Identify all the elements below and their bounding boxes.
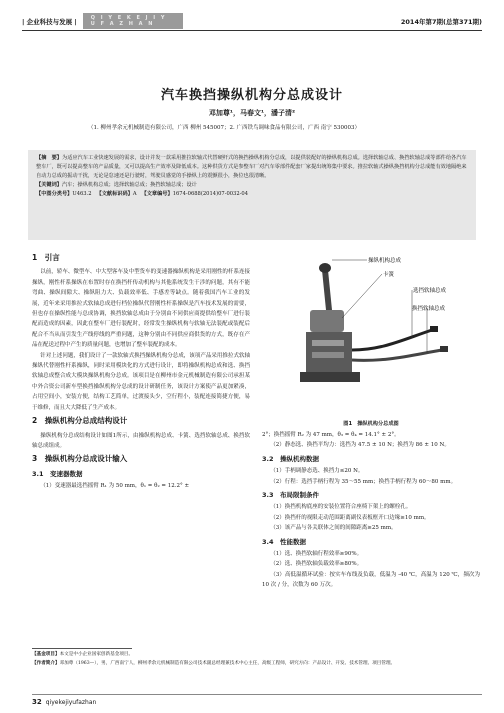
paragraph: （3）该产品与各关联体之间的间隙距离≥25 mm。 [270, 525, 397, 532]
abstract-text: 为适应汽车工业快速发展的需求，设计并发一款采用推拉软轴式代替硬杆式的换挡操纵机构分总成，以提供装配好的操纵机构总成。选择软轴总成、换挡软轴总成等部件给各汽车整车厂，既可以提高整车的产品质量，又可以提高生产效率及降低成本。这种供货方式是参整车厂对汽车零部件配套厂家提出统筹集中要求。推拉软轴式操纵换挡机构分总成能有效地隔绝来自动力总成的振动干扰，无论是怠速还是行驶时，驾驶员感觉的手操纵上的震颤很小，换位也很清晰。 [36, 155, 467, 179]
paragraph: （2）行程：选挡手柄行程为 35～55 mm；换挡手柄行程为 60～80 mm。 [270, 478, 457, 485]
footnotes [32, 651, 474, 668]
gearshift-assembly-illustration [262, 250, 480, 422]
paragraph: （2）换挡杆的视限走动范围距离副仪表板框开口边缘≥10 mm。 [270, 514, 430, 521]
paragraph: 针对上述问题，我们设计了一款软轴式换挡操纵机构分总成，该项产品采用推拉式软轴操纵代替刚性杆系操纵，同时采用模块化的方式进行设计，即将操纵机构总成和选、换挡软轴总成整合成大模块操纵机构分总成。该项目是在柳州市金元机械制造有限公司承担某中外合资公司新车型换挡操纵机构分总成的设计研制任务，该设计方案使产品更加紧凑，占用空间小，安装方便，结构工艺简单，过渡接头少，空行程小，装配连接简捷方便，易于维修，而且大大降低了生产成本。 [32, 352, 250, 411]
label-circlip: 卡簧 [383, 272, 395, 278]
paragraph: 以前，轿车、微型车、中大型客车及中型货车的变速器操纵机构是采用刚性的杆系连接操纵，刚性杆系操纵在布置时存在换挡杆传动机构与其他系统发生干涉的问题，其有不能弯曲、操纵间隙大、操纵阻力大、负载效率低、手感差等缺点。随着我国汽车工业的发展，近年来采用推拉式软轴总成进行档位操纵代替刚性杆系操纵是汽车技术发展的需要，但也存在操纵性能与总成协调，换挡软轴总成由于分别由不同供应商提供给整车厂进行装配而造成的因素，因此在整车厂进行装配时，经常发生操纵机构与软轴无法装配或装配后配合不当从而引发生产线停线的严重问题，这种分别由不同供应商供货的方式，既存在产品在配送过程中产生的质量问题，也增加了整车装配的成本。 [32, 269, 250, 349]
bio-text: 邓加尊（1963—），男，广西南宁人，柳州孝余元机械制造有限公司技术副总经理兼技术中心主任，高级工程师，研究方向：产品设计、开发、技术管理、项目管理。 [59, 660, 396, 666]
paragraph: （1）选、换挡软轴行程效率≥90%。 [270, 551, 363, 558]
label-shift-cable: 换挡软轴总成 [412, 306, 446, 312]
section-1-heading: 1 引言 [32, 253, 60, 262]
page-footer [32, 698, 96, 706]
paragraph: （2）静态选、换挡平均力：选挡为 47.5 ± 10 N；换挡为 86 ± 10 N。 [270, 442, 450, 449]
footer-rule [32, 694, 482, 695]
running-header [22, 14, 482, 28]
right-column [262, 430, 480, 591]
left-column [32, 250, 250, 492]
doc-label: 【文献标识码】 [96, 191, 133, 197]
paragraph: 2°；换挡摇臂 R₂ 为 47 mm，θ₃ = θ₄ = 14.1° ± 2°。 [262, 432, 400, 438]
article-authors: 邓加尊¹，马春文¹，潘子清² [208, 109, 296, 117]
journal-pinyin: Q I Y E K E J I Y U F A Z H A N [83, 13, 183, 29]
article-title: 汽车换挡操纵机构分总成设计 [160, 88, 343, 103]
section-3-4-heading: 3.4 性能数据 [262, 537, 307, 546]
section-3-1-heading: 3.1 变速器数据 [32, 469, 83, 478]
id-value: 1674-0688(2014)07-0032-04 [172, 191, 249, 197]
label-operating-mechanism: 操纵机构总成 [368, 258, 402, 264]
figure-caption: 图1 操纵机构分总成图 [343, 421, 399, 427]
doc-value: A [132, 191, 137, 197]
keywords: 汽车；操纵机构总成；选择软轴总成；换挡软轴总成；设计 [61, 182, 197, 188]
label-select-cable: 选挡软轴总成 [413, 288, 447, 294]
figure-1 [262, 250, 480, 422]
header-rule [22, 30, 482, 31]
section-3-heading: 3 操纵机构分总成设计输入 [32, 454, 128, 464]
clc-value: U463.2 [72, 191, 92, 197]
paragraph: （1）变速器最选挡摇臂 R₁ 为 50 mm，θ₁ = θ₂ = 12.2° ± [40, 483, 190, 490]
paragraph: （2）选、换挡软轴负载效率≥80%。 [270, 561, 363, 568]
paragraph: 操纵机构分总成结构设计如图1所示，由操纵机构总成、卡簧、选挡软轴总成、换挡软轴总成组成。 [32, 432, 250, 449]
affiliation: （1. 柳州孝余元机械制造有限公司，广西 柳州 545007；2. 广西铁鸟调味食品有限公司，广西 南宁 530003） [88, 125, 360, 131]
paragraph: （1）换挡机构底座的安装位置符合座椅下架上的螺栓孔。 [270, 504, 412, 511]
section-3-3-heading: 3.3 布局限制条件 [262, 491, 320, 500]
abstract-box [28, 150, 476, 240]
journal-site: qiyekejiyufazhan [45, 699, 97, 706]
id-label: 【文章编号】 [141, 191, 173, 197]
fund-text: 本文是中小企业国家创新基金项目。 [59, 652, 134, 657]
page-number: 32 [32, 698, 42, 706]
journal-section: | 企业科技与发展 | [22, 17, 77, 26]
fund-label: 【基金项目】 [32, 652, 60, 657]
footnote-rule [32, 648, 132, 649]
bio-label: 【作者简介】 [32, 660, 60, 666]
paragraph: （3）高低温循环试验：按实车布线及负载，低温为 -40 ℃，高温为 120 ℃，频次为 10 次 / 分，次数为 60 万次。 [262, 571, 480, 589]
paragraph: （1）手柄调静态选、换挡力≤20 N。 [270, 468, 364, 475]
keywords-label: 【关键词】 [36, 182, 62, 188]
abstract-label: 【摘 要】 [36, 155, 62, 161]
clc-label: 【中图分类号】 [36, 191, 73, 197]
section-3-2-heading: 3.2 操纵机构数据 [262, 454, 320, 463]
issue-date: 2014年第7期(总第371期) [400, 17, 482, 26]
section-2-heading: 2 操纵机构分总成结构设计 [32, 416, 128, 426]
